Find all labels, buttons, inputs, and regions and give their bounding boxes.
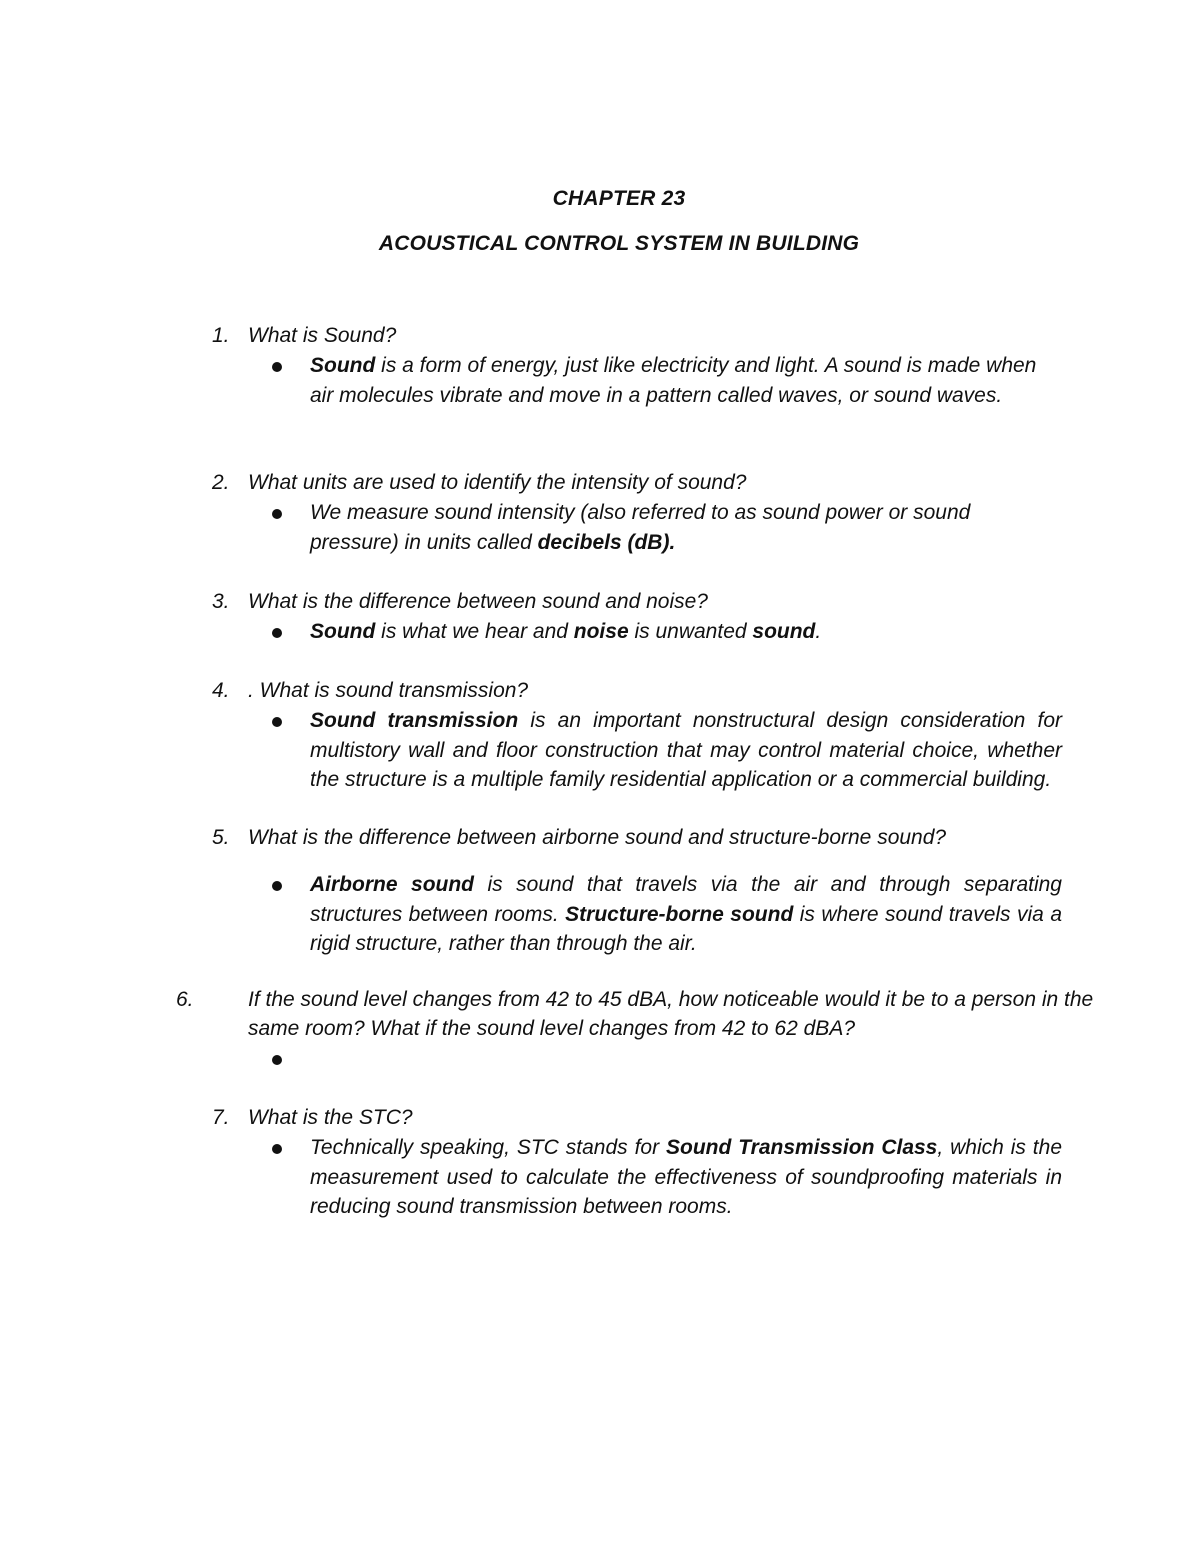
question-text: What is the difference between sound and noise? [248, 590, 708, 613]
question-number: 5. [212, 826, 230, 849]
answer-text: We measure sound intensity (also referred to as sound power or sound pressure) in units called [310, 501, 971, 554]
answer-text: is where sound travels via a rigid structure, rather than through the air. [310, 902, 1062, 955]
answer-text: , which is the measurement used to calculate the effectiveness of soundproofing materials in reducing sound transmission between rooms. [310, 1136, 1063, 1218]
answer-1 [310, 351, 1062, 410]
answer-term: Airborne sound [310, 873, 474, 896]
question-3 [212, 587, 1092, 616]
answer-text: . [815, 620, 822, 643]
answer-4 [310, 706, 1062, 795]
answer-term: Sound Transmission Class [666, 1136, 938, 1159]
question-number: 1. [212, 324, 230, 347]
bullet-icon [272, 362, 282, 372]
answer-text: is sound that travels via the air and through separating structures between rooms. [310, 873, 1062, 926]
answer-2 [310, 498, 1062, 557]
answer-term: Sound [310, 354, 376, 377]
question-6 [176, 985, 1098, 1043]
question-text: . What is sound transmission? [248, 679, 529, 702]
question-1 [212, 321, 1092, 350]
bullet-icon [272, 628, 282, 638]
question-2 [212, 468, 1092, 497]
bullet-icon [272, 1055, 282, 1065]
question-text: What units are used to identify the intensity of sound? [248, 471, 747, 494]
answer-3 [310, 617, 1062, 647]
bullet-icon [272, 717, 282, 727]
question-number: 7. [212, 1106, 230, 1129]
answer-term: Structure-borne sound [565, 902, 794, 926]
answer-7 [310, 1133, 1062, 1222]
answer-term: Sound [310, 620, 376, 643]
chapter-heading: CHAPTER 23 [552, 187, 686, 210]
bullet-icon [272, 1144, 282, 1154]
answer-term: decibels (dB). [537, 530, 676, 554]
bullet-icon [272, 881, 282, 891]
question-number: 6. [176, 988, 194, 1011]
answer-5 [310, 870, 1062, 959]
question-text: What is the STC? [248, 1106, 413, 1129]
bullet-icon [272, 509, 282, 519]
answer-text: Technically speaking, STC stands for [310, 1136, 666, 1159]
answer-term: noise [573, 620, 629, 643]
question-text: What is the difference between airborne sound and structure-borne sound? [248, 826, 947, 849]
question-7 [212, 1103, 1092, 1132]
answer-text: is an important nonstructural design consideration for multistory wall and floor construction that may control material choice, whether the structure is a multiple family residential application or a commercial building. [310, 709, 1063, 791]
question-4 [212, 676, 1092, 705]
question-text: What is Sound? [248, 324, 397, 347]
question-text: If the sound level changes from 42 to 45 dBA, how noticeable would it be to a person in the same room? What if the sound level changes from 42 to 62 dBA? [248, 988, 1094, 1040]
chapter-title: ACOUSTICAL CONTROL SYSTEM IN BUILDING [378, 232, 860, 255]
question-number: 4. [212, 679, 230, 702]
answer-text: is what we hear and [375, 620, 574, 643]
answer-term: Sound transmission [310, 709, 519, 732]
question-number: 2. [212, 471, 230, 494]
answer-text: is a form of energy, just like electricity and light. A sound is made when air molecules vibrate and move in a pattern called waves, or sound waves. [310, 354, 1037, 407]
answer-text: is unwanted [628, 620, 753, 643]
answer-term: sound [752, 620, 816, 643]
question-5 [212, 823, 1092, 852]
question-number: 3. [212, 590, 230, 613]
